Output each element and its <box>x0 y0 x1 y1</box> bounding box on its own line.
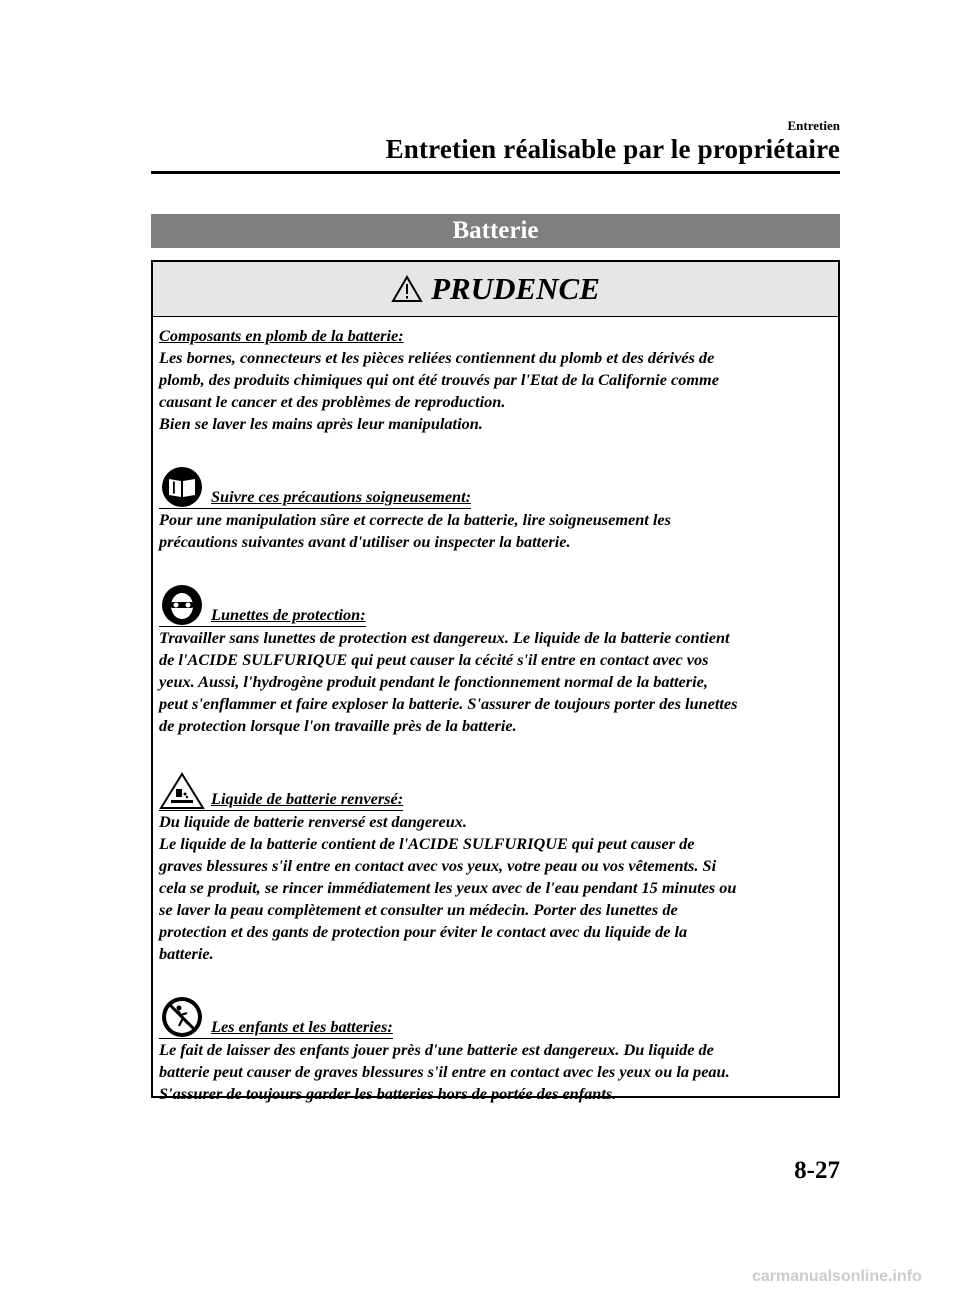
watermark-logo <box>752 1263 940 1287</box>
block-line: précautions suivantes avant d'utiliser ou inspecter la batterie. <box>159 532 571 551</box>
manual-book-icon <box>159 466 205 508</box>
block-line: batterie peut causer de graves blessures s'il entre en contact avec les yeux ou la peau. <box>159 1062 730 1081</box>
block-line: causant le cancer et des problèmes de reproduction. <box>159 392 506 411</box>
caution-title: PRUDENCE <box>431 271 600 306</box>
block-line: batterie. <box>159 944 214 963</box>
block-line: graves blessures s'il entre en contact avec vos yeux, votre peau ou vos vêtements. Si <box>159 856 717 875</box>
block-line: peut s'enflammer et faire exploser la batterie. S'assurer de toujours porter des lunettes <box>159 694 738 713</box>
block-line: Pour une manipulation sûre et correcte de la batterie, lire soigneusement les <box>159 510 671 529</box>
section-title: Batterie <box>151 214 840 248</box>
caution-block-children <box>159 993 830 1105</box>
block-heading: Suivre ces précautions soigneusement: <box>211 487 472 506</box>
caution-block-lead <box>159 325 830 435</box>
warning-triangle-icon <box>391 275 423 303</box>
block-line: Le liquide de la batterie contient de l'ACIDE SULFURIQUE qui peut causer de <box>159 834 695 853</box>
block-line: Le fait de laisser des enfants jouer près d'une batterie est dangereux. Du liquide de <box>159 1040 714 1059</box>
header-divider <box>151 171 840 174</box>
block-icon-row <box>159 993 830 1039</box>
block-line: Bien se laver les mains après leur manipulation. <box>159 414 483 433</box>
block-line: de l'ACIDE SULFURIQUE qui peut causer la cécité s'il entre en contact avec vos <box>159 650 709 669</box>
block-icon-row <box>159 581 830 627</box>
eye-protection-icon <box>159 584 205 626</box>
block-heading: Liquide de batterie renversé: <box>211 789 404 808</box>
block-line: plomb, des produits chimiques qui ont été trouvés par l'Etat de la Californie comme <box>159 370 719 389</box>
corrosive-warning-icon <box>159 772 205 810</box>
page-number: 8-27 <box>794 1157 840 1184</box>
caution-box <box>151 260 840 1103</box>
section-heading: Entretien réalisable par le propriétaire <box>385 134 840 164</box>
watermark-text: carmanualsonline.info <box>752 1268 922 1285</box>
caution-block-precautions <box>159 463 830 553</box>
block-line: protection et des gants de protection pour éviter le contact avec du liquide de la <box>159 922 688 941</box>
block-line: yeux. Aussi, l'hydrogène produit pendant le fonctionnement normal de la batterie, <box>159 672 708 691</box>
block-line: Les bornes, connecteurs et les pièces reliées contiennent du plomb et des dérivés de <box>159 348 715 367</box>
chapter-label: Entretien <box>787 118 840 133</box>
block-icon-row <box>159 463 830 509</box>
block-icon-row <box>159 765 830 811</box>
caution-block-goggles <box>159 581 830 737</box>
block-heading: Composants en plomb de la batterie: <box>159 326 404 345</box>
block-heading: Lunettes de protection: <box>211 605 366 624</box>
block-line: de protection lorsque l'on travaille près de la batterie. <box>159 716 517 735</box>
block-line: cela se produit, se rincer immédiatement les yeux avec de l'eau pendant 15 minutes ou <box>159 878 737 897</box>
keep-children-away-icon <box>159 996 205 1038</box>
block-heading: Les enfants et les batteries: <box>211 1017 393 1036</box>
caution-body <box>153 317 838 1105</box>
block-line: S'assurer de toujours garder les batteries hors de portée des enfants. <box>159 1084 617 1103</box>
block-line: Du liquide de batterie renversé est dangereux. <box>159 812 467 831</box>
caution-header <box>153 262 838 317</box>
block-line: se laver la peau complètement et consulter un médecin. Porter des lunettes de <box>159 900 678 919</box>
caution-block-spill <box>159 765 830 965</box>
block-line: Travailler sans lunettes de protection est dangereux. Le liquide de la batterie contient <box>159 628 730 647</box>
